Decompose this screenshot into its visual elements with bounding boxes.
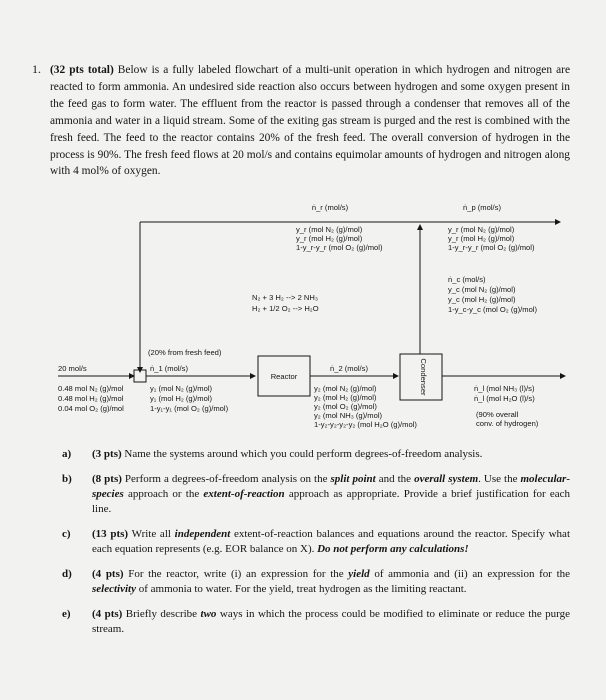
question-text: Perform a degrees-of-freedom analysis on the bbox=[121, 473, 331, 485]
overall-conversion-note bbox=[476, 410, 539, 428]
question-text: and the bbox=[375, 473, 415, 485]
cond-lines-line: 1-y_c-y_c (mol O₂ (g)/mol) bbox=[448, 305, 538, 314]
out-lines-line: 1-y₂-y₂-y₂-y₂ (mol H₂O (g)/mol) bbox=[314, 420, 417, 429]
question-label: b) bbox=[62, 473, 72, 485]
question-text: Name the systems around which you could perform degrees-of-freedom analysis. bbox=[121, 448, 483, 460]
reactor-label: Reactor bbox=[270, 372, 298, 381]
question-e bbox=[62, 607, 570, 637]
reactor-outlet-flow: ṅ_2 (mol/s) bbox=[330, 364, 368, 373]
question-text: Briefly describe bbox=[122, 608, 201, 620]
question-text: of ammonia and (ii) an expression for the bbox=[369, 568, 571, 580]
recycle-composition bbox=[296, 225, 383, 252]
purge-composition bbox=[448, 225, 535, 252]
problem-number: 1. bbox=[32, 62, 41, 76]
question-text: yield bbox=[348, 568, 370, 580]
feed-lines-line: 1-y₁-y₁ (mol O₂ (g)/mol) bbox=[150, 404, 229, 413]
question-text: extent-of-reaction bbox=[203, 488, 285, 500]
fresh-lines-line: 0.48 mol H₂ (g)/mol bbox=[58, 394, 124, 403]
question-label: e) bbox=[62, 608, 71, 620]
note-lines-line: conv. of hydrogen) bbox=[476, 419, 539, 428]
cond-lines-line: y_c (mol H₂ (g)/mol) bbox=[448, 295, 516, 304]
question-a bbox=[62, 447, 570, 462]
question-text: approach as appropriate. Provide a brief justification for each line. bbox=[92, 488, 570, 515]
question-text: independent bbox=[174, 528, 231, 540]
question-text: selectivity bbox=[92, 583, 136, 595]
reactor-feed-composition bbox=[150, 384, 229, 413]
question-points: (13 pts) bbox=[92, 528, 129, 540]
question-text: . Use the bbox=[478, 473, 521, 485]
reactor-feed-note: (20% from fresh feed) bbox=[148, 348, 222, 357]
condenser-gas-composition bbox=[448, 275, 537, 314]
question-b bbox=[62, 472, 570, 517]
question-text: For the reactor, write (i) an expression for the bbox=[123, 568, 349, 580]
purge-lines-line: y_r (mol N₂ (g)/mol) bbox=[448, 225, 515, 234]
liquid-product-composition bbox=[474, 384, 535, 403]
question-text: of ammonia to water. For the yield, treat hydrogen as the limiting reactant. bbox=[135, 583, 467, 595]
question-label: c) bbox=[62, 528, 71, 540]
purge-lines-line: y_r (mol H₂ (g)/mol) bbox=[448, 234, 515, 243]
question-text: split point bbox=[330, 473, 376, 485]
fresh-lines-line: 0.48 mol N₂ (g)/mol bbox=[58, 384, 124, 393]
question-text: two bbox=[200, 608, 217, 620]
fresh-feed-flow: 20 mol/s bbox=[58, 364, 87, 373]
question-text: Write all bbox=[128, 528, 175, 540]
liq-lines-line: ṅ_l (mol NH₃ (l)/s) bbox=[474, 384, 535, 393]
note-lines-line: (90% overall bbox=[476, 410, 519, 419]
out-lines-line: y₂ (mol H₂ (g)/mol) bbox=[314, 393, 377, 402]
question-text: Do not perform any calculations! bbox=[317, 543, 469, 555]
out-lines-line: y₂ (mol NH₃ (g)/mol) bbox=[314, 411, 383, 420]
feed-lines-line: y₁ (mol H₂ (g)/mol) bbox=[150, 394, 213, 403]
question-points: (8 pts) bbox=[92, 473, 122, 485]
rec-lines-line: y_r (mol H₂ (g)/mol) bbox=[296, 234, 363, 243]
question-points: (4 pts) bbox=[92, 608, 123, 620]
question-c bbox=[62, 527, 570, 557]
question-text: ways in which the process could be modified to eliminate or reduce the purge stream. bbox=[92, 608, 571, 635]
question-text: molecular-species bbox=[92, 473, 570, 500]
question-points: (3 pts) bbox=[92, 448, 122, 460]
rxn-lines-line: H₂ + 1/2 O₂ --> H₂O bbox=[252, 304, 319, 313]
question-list bbox=[62, 447, 570, 647]
rec-lines-line: y_r (mol N₂ (g)/mol) bbox=[296, 225, 363, 234]
question-d bbox=[62, 567, 570, 597]
question-text: approach or the bbox=[123, 488, 204, 500]
rxn-lines-line: N₂ + 3 H₂ --> 2 NH₃ bbox=[252, 293, 318, 302]
reaction-equations bbox=[252, 293, 319, 313]
purge-flow-label: ṅ_p (mol/s) bbox=[463, 203, 501, 212]
cond-lines-line: y_c (mol N₂ (g)/mol) bbox=[448, 285, 516, 294]
out-lines-line: y₂ (mol O₂ (g)/mol) bbox=[314, 402, 377, 411]
fresh-feed-composition bbox=[58, 384, 124, 413]
intro-segment: (32 pts total) bbox=[50, 64, 114, 76]
rec-lines-line: 1-y_r-y_r (mol O₂ (g)/mol) bbox=[296, 243, 383, 252]
question-points: (4 pts) bbox=[92, 568, 124, 580]
condenser-label: Condenser bbox=[419, 358, 428, 396]
reactor-feed-flow: ṅ_1 (mol/s) bbox=[150, 364, 188, 373]
out-lines-line: y₂ (mol N₂ (g)/mol) bbox=[314, 384, 377, 393]
fresh-lines-line: 0.04 mol O₂ (g)/mol bbox=[58, 404, 124, 413]
cond-lines-line: ṅ_c (mol/s) bbox=[448, 275, 486, 284]
question-label: a) bbox=[62, 448, 72, 460]
purge-lines-line: 1-y_r-y_r (mol O₂ (g)/mol) bbox=[448, 243, 535, 252]
question-text: extent-of-reaction balances and equations around the reactor. Specify what each equation represents (e.g. EOR balance on X). bbox=[92, 528, 570, 555]
feed-lines-line: y₁ (mol N₂ (g)/mol) bbox=[150, 384, 213, 393]
recycle-flow-label: ṅ_r (mol/s) bbox=[311, 203, 349, 212]
question-text: overall system bbox=[414, 473, 479, 485]
liq-lines-line: ṅ_l (mol H₂O (l)/s) bbox=[474, 394, 535, 403]
intro-segment: Below is a fully labeled flowchart of a multi-unit operation in which hydrogen and nitrogen are reacted to form ammonia. An undesired side reaction also occurs between hydrogen and some oxygen present in the feed gas to form water. The effluent from the reactor is passed through a condenser that removes all of the ammonia and water in a liquid stream. Some of the exiting gas stream is purged and the rest is combined with the fresh feed. The feed to the reactor contains 20% of the fresh feed. The overall conversion of hydrogen in the process is 90%. The fresh feed flows at 20 mol/s and contains equimolar amounts of hydrogen and nitrogen along with 4 mol% of oxygen. bbox=[50, 64, 570, 178]
question-label: d) bbox=[62, 568, 72, 580]
